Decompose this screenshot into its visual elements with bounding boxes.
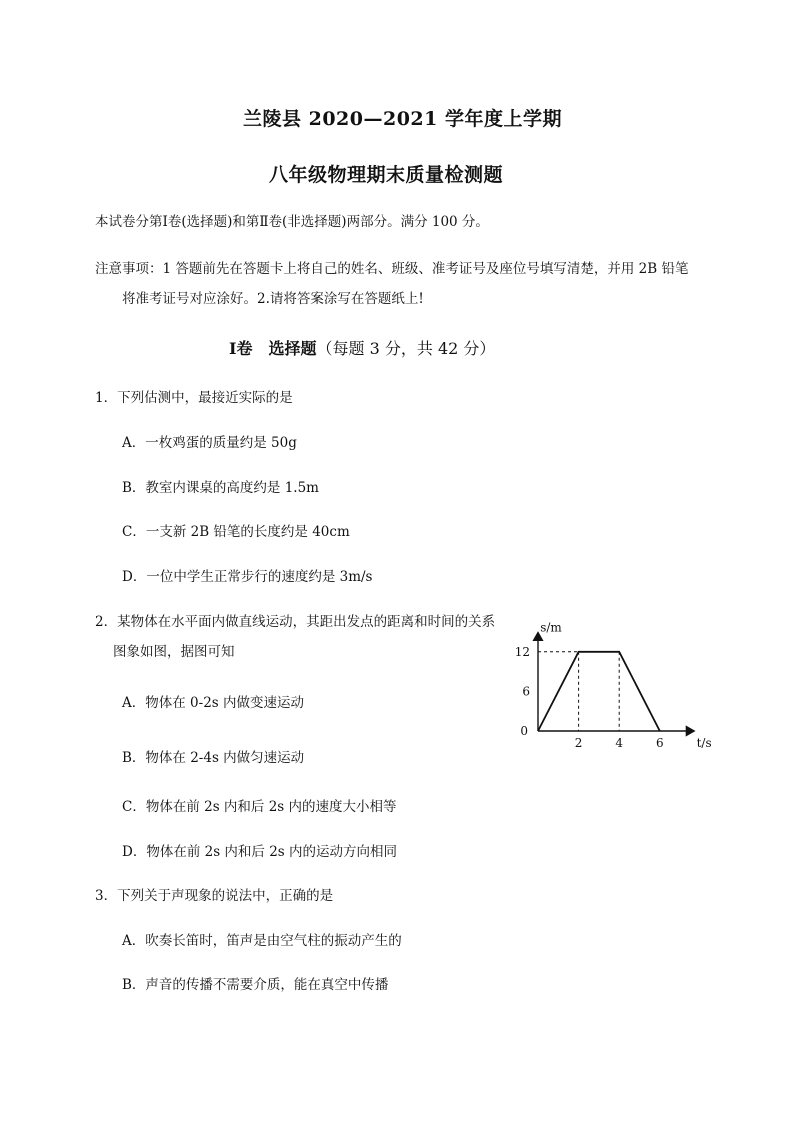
question-2-option-a: A．物体在 0-2s 内做变速运动 (122, 695, 304, 711)
question-1-stem: 1．下列估测中，最接近实际的是 (95, 390, 293, 406)
x-tick-label-4: 4 (615, 736, 624, 750)
x-axis-label: t/s (696, 736, 712, 750)
x-tick-label-2: 2 (574, 736, 583, 750)
question-2-option-c: C．物体在前 2s 内和后 2s 内的速度大小相等 (122, 799, 397, 815)
distance-line (538, 652, 660, 731)
doc-title-line2: 八年级物理期末质量检测题 (269, 164, 504, 186)
y-axis-label: s/m (540, 620, 562, 635)
question-3-stem: 3．下列关于声现象的说法中，正确的是 (95, 888, 334, 904)
question-3-option-b: B．声音的传播不需要介质，能在真空中传播 (122, 977, 389, 993)
question-1-option-d: D．一位中学生正常步行的速度约是 3m/s (122, 569, 373, 585)
notice-line1: 注意事项：1 答题前先在答题卡上将自己的姓名、班级、准考证号及座位号填写清楚，并用 2B 铅笔 (95, 261, 689, 277)
question-2-stem-line2: 图象如图，据图可知 (113, 644, 235, 660)
distance-time-chart (505, 605, 712, 755)
question-2-option-d: D．物体在前 2s 内和后 2s 内的运动方向相同 (122, 844, 398, 860)
section-heading (229, 336, 495, 359)
y-tick-label-6: 6 (522, 684, 530, 699)
doc-title-line1: 兰陵县 2020—2021 学年度上学期 (243, 108, 562, 130)
question-2-option-b: B．物体在 2-4s 内做匀速运动 (122, 750, 305, 766)
question-1-option-a: A．一枚鸡蛋的质量约是 50g (122, 435, 297, 451)
question-2-stem-line1: 2．某物体在水平面内做直线运动，其距出发点的距离和时间的关系 (95, 614, 496, 630)
x-tick-label-6: 6 (655, 736, 664, 750)
section-label: Ⅰ卷 选择题 (229, 339, 317, 358)
question-1-option-b: B．教室内课桌的高度约是 1.5m (122, 480, 319, 496)
notice-line2: 将准考证号对应涂好。2.请将答案涂写在答题纸上! (122, 291, 424, 307)
section-note: （每题 3 分，共 42 分） (316, 339, 496, 358)
y-tick-label-12: 12 (514, 644, 530, 659)
question-1-option-c: C．一支新 2B 铅笔的长度约是 40cm (122, 524, 350, 540)
intro-text: 本试卷分第Ⅰ卷(选择题)和第Ⅱ卷(非选择题)两部分。满分 100 分。 (95, 214, 489, 230)
origin-label: 0 (520, 724, 528, 738)
question-3-option-a: A．吹奏长笛时，笛声是由空气柱的振动产生的 (122, 933, 402, 949)
